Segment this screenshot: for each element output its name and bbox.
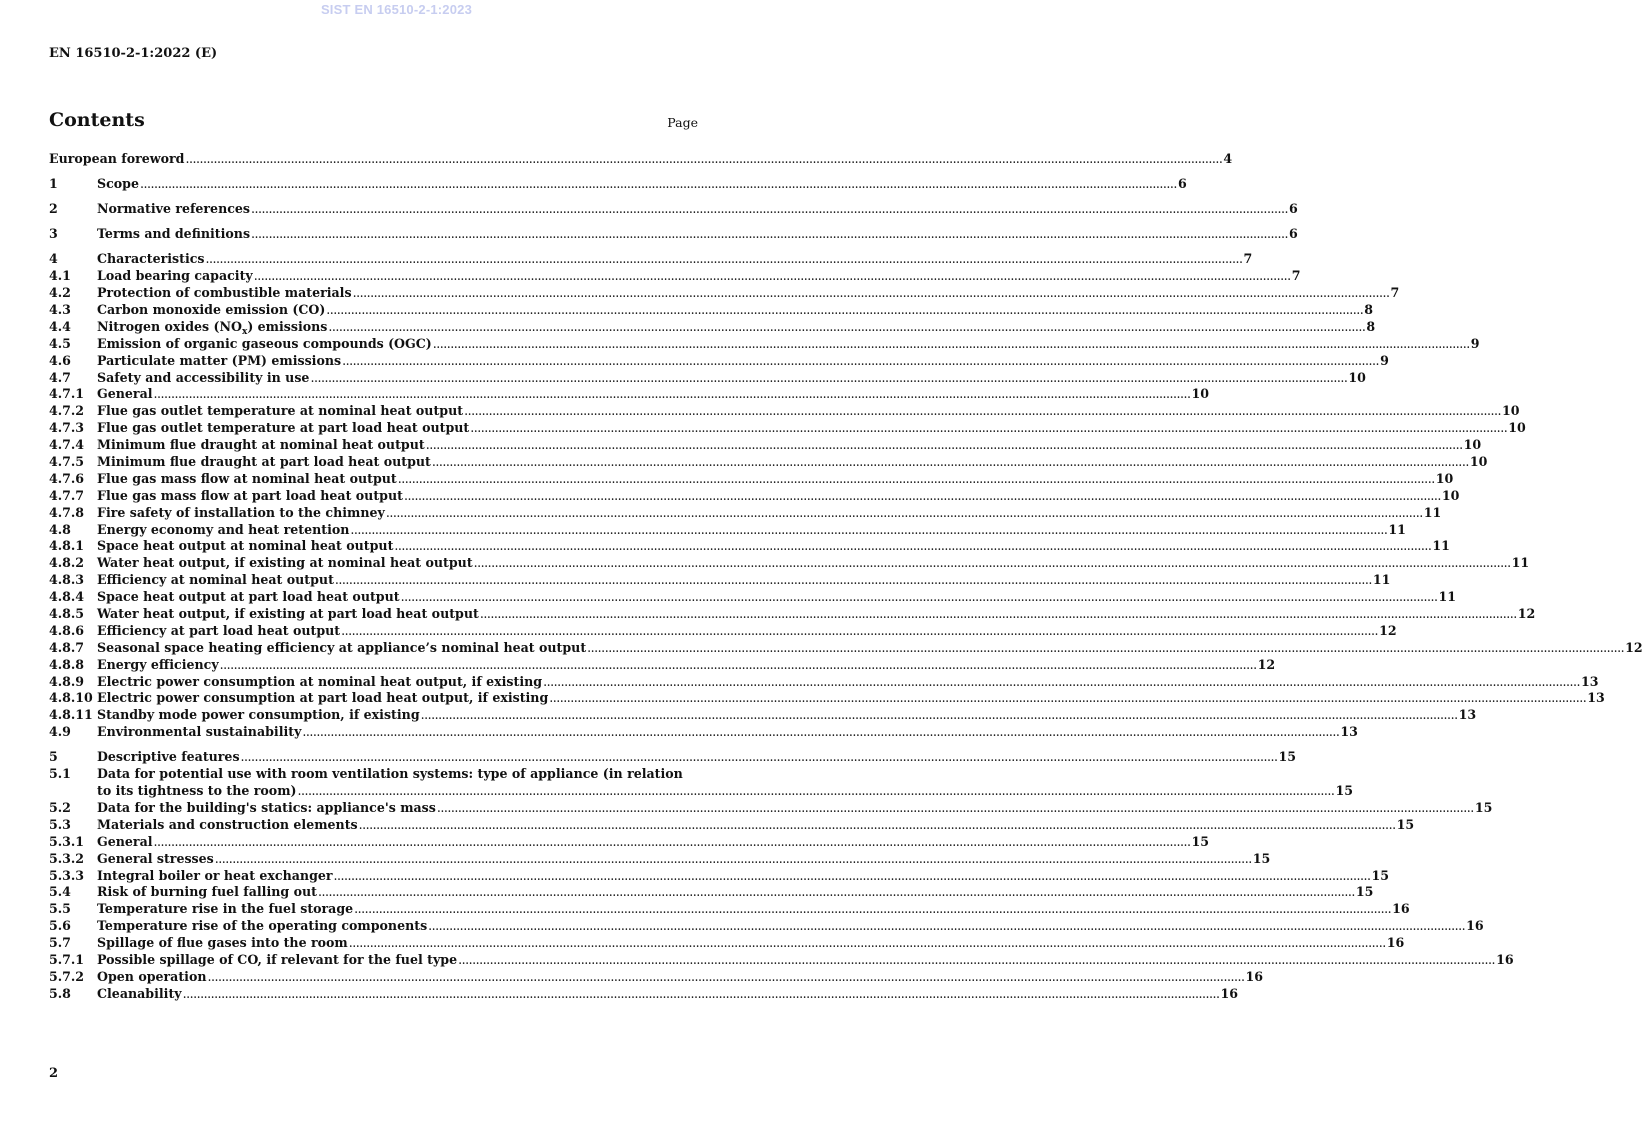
toc-entry-page: 7	[1390, 285, 1400, 301]
toc-entry-page: 16	[1496, 952, 1514, 968]
toc-entry-title: Electric power consumption at part load heat output, if existing	[97, 690, 549, 706]
toc-dot-leader	[398, 471, 1435, 488]
toc-entry[interactable]	[49, 470, 1454, 488]
toc-dot-leader	[251, 226, 1288, 243]
toc-dot-leader	[154, 386, 1191, 403]
toc-entry[interactable]	[49, 673, 1599, 691]
toc-entry-title: Minimum flue draught at part load heat output	[97, 454, 431, 469]
toc-dot-leader	[401, 589, 1438, 606]
toc-entry-number: 5	[49, 749, 58, 765]
toc-entry-title-part: ) emissions	[247, 318, 328, 334]
toc-dot-leader	[341, 623, 1378, 640]
toc-dot-leader	[354, 901, 1391, 918]
toc-dot-leader	[464, 403, 1501, 420]
toc-entry[interactable]	[49, 335, 1480, 353]
toc-entry-title: Integral boiler or heat exchanger	[97, 867, 333, 883]
toc-entry-number: 4.7.4	[49, 437, 85, 453]
toc-entry-title: Water heat output, if existing at part load heat output	[97, 606, 479, 622]
toc-entry-page: 12	[1379, 622, 1397, 638]
toc-entry-page: 12	[1625, 639, 1643, 655]
toc-entry-number: 5.3	[49, 816, 71, 832]
toc-entry-number: 4.6	[49, 352, 71, 368]
toc-entry-title: Scope	[97, 176, 139, 192]
toc-dot-leader	[297, 783, 1334, 800]
toc-entry-number: 4.8.11	[49, 707, 93, 723]
toc-entry[interactable]	[49, 656, 1276, 674]
toc-entry-title: Standby mode power consumption, if existing	[97, 707, 420, 723]
toc-entry-title: Normative references	[97, 201, 251, 217]
toc-dot-leader	[241, 749, 1278, 766]
toc-entry-title: Environmental sustainability	[97, 724, 302, 740]
toc-entry-page: 13	[1340, 724, 1358, 740]
toc-entry[interactable]	[49, 268, 1301, 285]
watermark: SIST EN 16510-2-1:2023	[320, 2, 473, 17]
toc-entry-title: Temperature rise in the fuel storage	[97, 901, 354, 917]
toc-entry-title: Terms and definitions	[97, 226, 251, 242]
toc-entry-page: 8	[1366, 318, 1376, 334]
toc-entry[interactable]	[49, 352, 1389, 370]
toc-entry-number: 5.7	[49, 935, 71, 951]
toc-entry-title: Temperature rise of the operating components	[97, 918, 428, 934]
toc-entry[interactable]	[49, 555, 1530, 572]
toc-entry-number: 5.3.2	[49, 850, 85, 866]
toc-entry-number: 5.7.2	[49, 968, 85, 984]
toc-dot-leader	[328, 319, 1365, 336]
toc-dot-leader	[220, 657, 1257, 674]
toc-entry-title: Particulate matter (PM) emissions	[97, 352, 342, 368]
toc-entry[interactable]	[49, 690, 1605, 707]
toc-entry-title-part: Nitrogen oxides (NO	[97, 318, 242, 334]
toc-entry[interactable]	[49, 952, 1514, 969]
toc-entry-page: 16	[1392, 901, 1410, 917]
toc-entry[interactable]	[49, 572, 1391, 589]
document-id: EN 16510-2-1:2022 (E)	[49, 46, 218, 61]
toc-dot-leader	[206, 251, 1243, 268]
toc-entry-title: General	[97, 833, 153, 849]
toc-entry-page: 7	[1243, 251, 1253, 267]
toc-entry-number: 4.7.5	[49, 454, 85, 469]
toc-entry-title: Space heat output at part load heat output	[97, 589, 400, 605]
toc-entry-page: 16	[1220, 985, 1239, 1001]
toc-entry[interactable]	[49, 386, 1210, 403]
toc-dot-leader	[349, 935, 1386, 952]
toc-dot-leader	[215, 851, 1252, 868]
toc-dot-leader	[432, 454, 1469, 471]
toc-entry-title: Flue gas mass flow at nominal heat output	[97, 470, 397, 486]
toc-entry-title: Safety and accessibility in use	[97, 369, 310, 385]
toc-entry-number: 4.2	[49, 285, 71, 301]
toc-entry[interactable]	[49, 201, 1298, 218]
toc-entry[interactable]	[49, 285, 1400, 302]
toc-dot-leader	[480, 606, 1517, 623]
toc-entry-number: 5.3.3	[49, 867, 85, 883]
toc-entry-page: 11	[1372, 572, 1391, 588]
toc-entry[interactable]	[49, 454, 1488, 471]
toc-entry-number: 4.8.4	[49, 589, 85, 605]
toc-entry-title: Materials and construction elements	[97, 816, 358, 832]
toc-entry-number: 4.7.6	[49, 470, 85, 486]
toc-entry-page: 12	[1257, 656, 1276, 672]
toc-entry-number: 5.8	[49, 985, 71, 1001]
toc-entry[interactable]	[49, 639, 1643, 657]
toc-entry-page: 11	[1438, 589, 1457, 605]
toc-entry-title: Electric power consumption at nominal heat output, if existing	[97, 673, 543, 689]
toc-entry[interactable]	[49, 968, 1263, 986]
toc-entry-title: Characteristics	[97, 251, 205, 267]
toc-entry-number: 5.5	[49, 901, 71, 917]
toc-entry-page: 15	[1371, 867, 1390, 883]
toc-entry-page: 11	[1423, 504, 1442, 520]
toc-entry-title: Flue gas mass flow at part load heat output	[97, 487, 403, 503]
toc-dot-leader	[353, 285, 1390, 302]
toc-entry-title: Fire safety of installation to the chimney	[97, 504, 385, 520]
toc-entry[interactable]	[49, 833, 1210, 851]
toc-dot-leader	[458, 952, 1495, 969]
toc-entry-number: 1	[49, 176, 58, 192]
toc-dot-leader	[359, 817, 1396, 834]
toc-entry-page: 15	[1335, 783, 1353, 799]
toc-entry-number: 4.8.9	[49, 673, 85, 689]
toc-dot-leader	[334, 868, 1371, 885]
toc-entry-page: 15	[1474, 800, 1493, 815]
toc-entry[interactable]	[49, 589, 1457, 606]
toc-entry-page: 11	[1432, 538, 1450, 554]
toc-entry-title: Data for the building's statics: appliance's mass	[97, 800, 436, 815]
toc-entry-page: 9	[1470, 335, 1480, 351]
toc-entry[interactable]	[49, 800, 1493, 817]
toc-entry-page: 13	[1458, 707, 1477, 723]
toc-entry-number: 4.7.3	[49, 420, 85, 436]
toc-entry[interactable]	[49, 318, 1376, 337]
toc-entry[interactable]	[49, 301, 1373, 319]
toc-entry[interactable]	[49, 918, 1484, 935]
toc-entry-title: Protection of combustible materials	[97, 285, 352, 301]
toc-entry-number: 4.7.8	[49, 504, 85, 520]
toc-entry-line	[49, 783, 1353, 800]
toc-entry-page: 6	[1177, 176, 1187, 192]
toc-entry-page: 10	[1469, 454, 1488, 469]
toc-entry-number: 5.6	[49, 918, 71, 934]
toc-dot-leader	[350, 522, 1387, 539]
toc-entry-number: 4.7	[49, 369, 71, 385]
toc-dot-leader	[154, 834, 1191, 851]
toc-entry-page: 15	[1396, 816, 1415, 832]
toc-entry-title: Energy efficiency	[97, 656, 219, 672]
toc-entry-number: 4.5	[49, 335, 71, 351]
toc-entry[interactable]	[49, 487, 1460, 505]
toc-entry[interactable]	[49, 521, 1406, 539]
toc-dot-leader	[404, 488, 1441, 505]
subscript: x	[241, 326, 248, 337]
toc-entry-title: European foreword	[49, 151, 185, 166]
toc-entry-page: 15	[1252, 850, 1271, 866]
toc-entry-title: Data for potential use with room ventilation systems: type of appliance (in relation	[97, 766, 683, 782]
toc-dot-leader	[474, 555, 1511, 572]
toc-entry-number: 4.7.1	[49, 386, 85, 402]
toc-entry-number: 4.1	[49, 268, 71, 284]
toc-entry-number: 4.8.6	[49, 622, 85, 638]
toc-dot-leader	[302, 724, 1339, 741]
toc-entry-page: 15	[1191, 833, 1210, 849]
toc-entry[interactable]	[49, 226, 1298, 243]
toc-entry-title: Space heat output at nominal heat output	[97, 538, 394, 554]
toc-entry-title: Seasonal space heating efficiency at appliance’s nominal heat output	[97, 639, 587, 655]
toc-entry-page: 10	[1441, 487, 1460, 503]
toc-dot-leader	[549, 690, 1586, 707]
toc-dot-leader	[183, 986, 1220, 1003]
toc-entry-page: 10	[1435, 470, 1454, 486]
toc-entry-page: 10	[1508, 420, 1526, 436]
toc-entry[interactable]	[49, 403, 1520, 420]
toc-entry-page: 11	[1388, 521, 1406, 537]
toc-entry[interactable]	[49, 151, 1233, 168]
toc-entry[interactable]	[49, 901, 1410, 918]
toc-entry-number: 5.2	[49, 800, 71, 815]
toc-entry-page: 12	[1517, 606, 1536, 622]
toc-entry-page: 13	[1587, 690, 1605, 706]
toc-entry-page: 8	[1364, 301, 1373, 317]
toc-entry-number: 4.8.8	[49, 656, 85, 672]
toc-dot-leader	[335, 572, 1372, 589]
toc-dot-leader	[185, 151, 1222, 168]
toc-entry[interactable]	[49, 622, 1397, 640]
toc-entry-title: Efficiency at nominal heat output	[97, 572, 334, 588]
toc-entry-page: 7	[1291, 268, 1301, 284]
toc-dot-leader	[251, 201, 1288, 218]
toc-entry[interactable]	[49, 749, 1297, 766]
toc-entry-page: 10	[1191, 386, 1210, 402]
toc-entry-page: 16	[1466, 918, 1484, 934]
toc-dot-leader	[326, 302, 1363, 319]
toc-dot-leader	[394, 538, 1431, 555]
toc-entry-title-continued: to its tightness to the room)	[97, 783, 297, 799]
toc-entry[interactable]	[49, 816, 1415, 834]
toc-entry-title: Carbon monoxide emission (CO)	[97, 301, 326, 317]
toc-entry[interactable]	[49, 251, 1253, 268]
toc-entry-title: Possible spillage of CO, if relevant for the fuel type	[97, 952, 458, 968]
toc-entry-title: Descriptive features	[97, 749, 240, 765]
toc-entry[interactable]	[49, 867, 1390, 885]
toc-dot-leader	[421, 707, 1458, 724]
toc-entry-title: Spillage of flue gases into the room	[97, 935, 348, 951]
toc-entry-title: Flue gas outlet temperature at nominal heat output	[97, 403, 464, 419]
toc-entry-title: General	[97, 386, 153, 402]
toc-entry-number: 4	[49, 251, 58, 267]
toc-entry-page: 6	[1289, 226, 1298, 242]
toc-dot-leader	[254, 268, 1291, 285]
toc-entry[interactable]	[49, 369, 1366, 387]
toc-entry-number: 2	[49, 201, 58, 217]
toc-dot-leader	[428, 918, 1465, 935]
toc-dot-leader	[587, 640, 1624, 657]
toc-entry-number: 4.8.10	[49, 690, 93, 706]
toc-entry-page: 11	[1511, 555, 1530, 571]
toc-entry-number: 4.9	[49, 724, 71, 740]
toc-entry-title: Load bearing capacity	[97, 268, 253, 284]
toc-entry[interactable]	[49, 985, 1239, 1003]
toc-dot-leader	[543, 674, 1580, 691]
toc-entry-number: 4.7.2	[49, 403, 85, 419]
toc-entry[interactable]	[49, 707, 1477, 724]
toc-entry-number: 5.7.1	[49, 952, 85, 968]
toc-entry-title: Minimum flue draught at nominal heat output	[97, 437, 425, 453]
toc-dot-leader	[386, 505, 1423, 522]
toc-dot-leader	[208, 969, 1245, 986]
toc-entry-page: 6	[1288, 201, 1298, 217]
toc-entry[interactable]	[49, 766, 1353, 800]
toc-dot-leader	[437, 800, 1474, 817]
toc-entry-title: General stresses	[97, 850, 214, 866]
toc-dot-leader	[433, 336, 1470, 353]
toc-entry-title: Efficiency at part load heat output	[97, 622, 341, 638]
toc-entry-page: 10	[1502, 403, 1520, 419]
toc-entry-page: 13	[1581, 673, 1599, 689]
toc-entry-line	[49, 766, 698, 783]
toc-entry-number: 4.3	[49, 301, 71, 317]
toc-entry[interactable]	[49, 724, 1358, 741]
toc-entry[interactable]	[49, 504, 1442, 522]
table-of-contents	[49, 151, 1643, 1003]
toc-entry-page: 4	[1223, 151, 1233, 166]
toc-entry[interactable]	[49, 176, 1187, 193]
toc-dot-leader	[310, 370, 1347, 387]
toc-dot-leader	[318, 884, 1355, 901]
toc-dot-leader	[426, 437, 1463, 454]
toc-entry-number: 4.7.7	[49, 487, 85, 503]
toc-entry-number: 5.1	[49, 766, 71, 782]
toc-entry-page: 15	[1278, 749, 1297, 765]
toc-entry-number: 5.3.1	[49, 833, 85, 849]
toc-entry-title: Cleanability	[97, 985, 182, 1001]
toc-entry-number: 4.8.2	[49, 555, 85, 571]
toc-entry-title: Flue gas outlet temperature at part load heat output	[97, 420, 470, 436]
toc-entry-number: 4.4	[49, 318, 71, 334]
toc-entry-number: 3	[49, 226, 58, 242]
toc-entry[interactable]	[49, 420, 1526, 437]
toc-entry-number: 4.8.1	[49, 538, 85, 554]
toc-entry[interactable]	[49, 850, 1271, 868]
toc-entry[interactable]	[49, 935, 1405, 952]
toc-entry-page: 16	[1386, 935, 1405, 951]
toc-entry-number: 4.8	[49, 521, 71, 537]
toc-entry-title: Water heat output, if existing at nominal heat output	[97, 555, 473, 571]
toc-entry-number: 4.8.3	[49, 572, 85, 588]
page-number: 2	[49, 1066, 59, 1081]
toc-dot-leader	[470, 420, 1507, 437]
contents-title: Contents	[49, 109, 145, 131]
toc-entry-page: 10	[1463, 437, 1482, 453]
toc-entry-number: 4.8.5	[49, 606, 85, 622]
toc-dot-leader	[342, 353, 1379, 370]
toc-entry-number: 5.4	[49, 884, 71, 900]
toc-entry[interactable]	[49, 538, 1450, 555]
toc-entry[interactable]	[49, 884, 1374, 901]
toc-entry-number: 4.8.7	[49, 639, 85, 655]
toc-entry-title: Energy economy and heat retention	[97, 521, 350, 537]
toc-entry-title: Risk of burning fuel falling out	[97, 884, 317, 900]
toc-entry-title: Emission of organic gaseous compounds (OGC)	[97, 335, 432, 351]
toc-dot-leader	[140, 176, 1177, 193]
toc-entry[interactable]	[49, 437, 1482, 454]
toc-entry-page: 9	[1380, 352, 1389, 368]
page-column-label: Page	[667, 115, 698, 130]
toc-entry-page: 15	[1355, 884, 1374, 900]
toc-entry-page: 16	[1245, 968, 1263, 984]
toc-entry-page: 10	[1348, 369, 1366, 385]
toc-entry[interactable]	[49, 606, 1536, 623]
toc-entry-title: Open operation	[97, 968, 207, 984]
